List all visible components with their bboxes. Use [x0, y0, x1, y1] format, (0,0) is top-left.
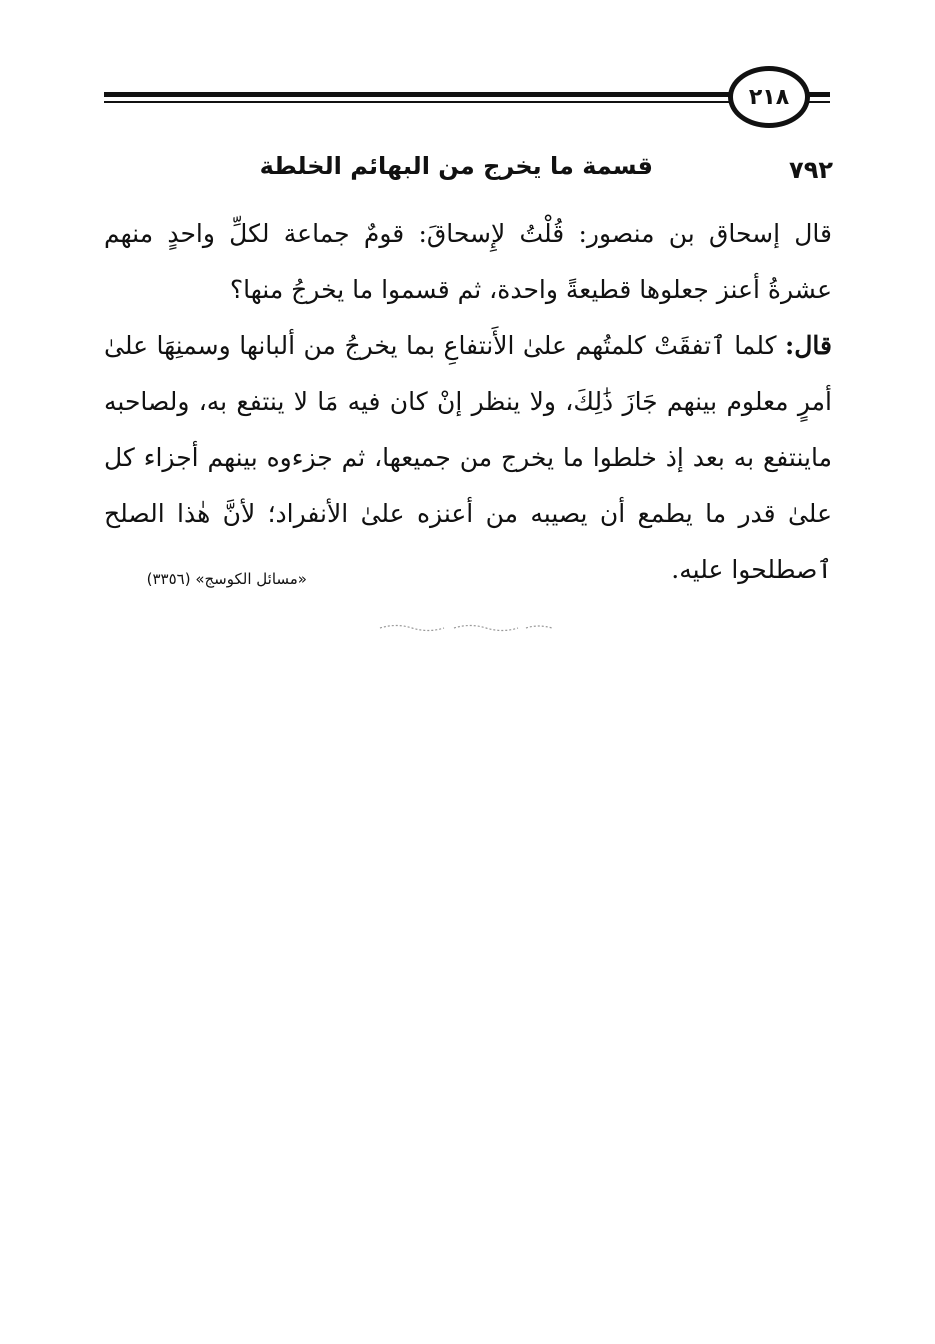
ornament-divider	[376, 621, 560, 633]
header-rule-top	[104, 92, 733, 97]
question-paragraph: قال إسحاق بن منصور: قُلْتُ لإِسحاقَ: قومٌ جماعة لكلِّ واحدٍ منهم عشرةُ أعنز جعلوها قطيعةً واحدة، ثم قسموا ما يخرجُ منها؟	[104, 219, 832, 304]
source-citation: «مسائل الكوسج» (٣٣٥٦)	[146, 570, 307, 588]
answer-speaker: قال:	[785, 331, 832, 360]
header-rule-bottom	[104, 101, 733, 103]
entry-title: قسمة ما يخرج من البهائم الخلطة	[259, 152, 653, 180]
page-number-badge	[728, 66, 810, 128]
page-number: ٢١٨	[748, 84, 790, 110]
answer-text: كلما ٱتفقَتْ كلمتُهم علىٰ الأَنتفاعِ بما يخرجُ من ألبانها وسمنِهَا علىٰ أمرٍ معلوم بينهم جَازَ ذَٰلِكَ، ولا ينظر إنْ كان فيه مَا لا ينتفع به، ولصاحبه ماينتفع به بعد إذ خلطوا ما يخرج من جميعها، ثم جزءوه بينهم أجزاء كل علىٰ قدر ما يطمع أن يصيبه من أعنزه علىٰ الأنفراد؛ لأنَّ هٰذا الصلح ٱصطلحوا عليه.	[104, 331, 832, 584]
answer-paragraph	[104, 318, 832, 598]
entry-number: ٧٩٢	[789, 156, 833, 184]
body-text	[104, 206, 832, 598]
